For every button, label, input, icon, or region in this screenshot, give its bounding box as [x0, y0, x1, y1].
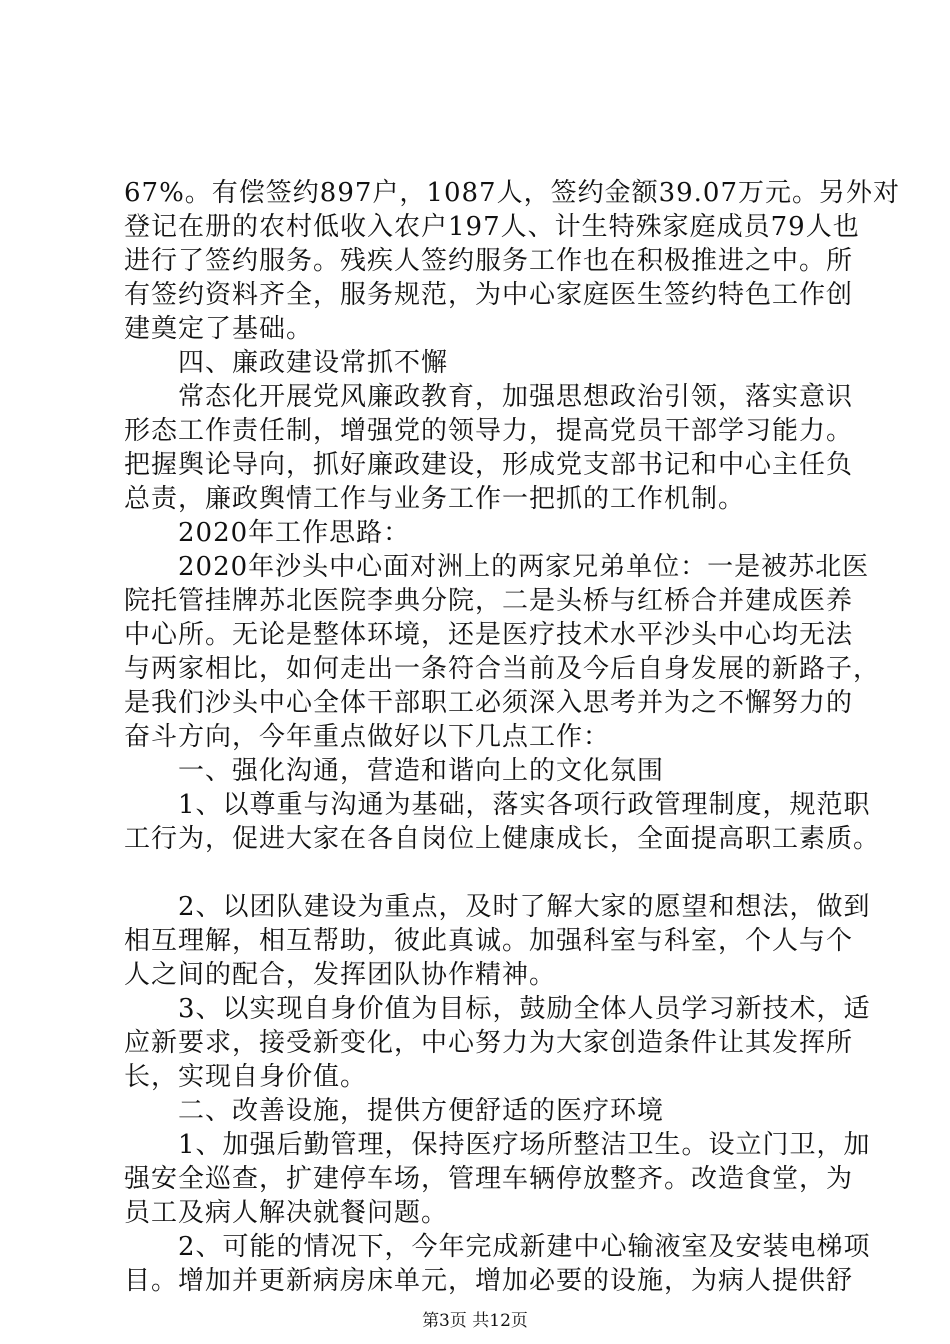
text-line: 工行为，促进大家在各自岗位上健康成长，全面提高职工素质。 — [124, 824, 881, 854]
text-line: 3、以实现自身价值为目标，鼓励全体人员学习新技术，适 — [178, 994, 871, 1024]
text-line: 相互理解，相互帮助，彼此真诚。加强科室与科室，个人与个 — [124, 926, 854, 956]
text-line: 院托管挂牌苏北医院李典分院，二是头桥与红桥合并建成医养 — [124, 586, 854, 616]
text-line: 常态化开展党风廉政教育，加强思想政治引领，落实意识 — [178, 382, 854, 412]
section-heading: 四、廉政建设常抓不懈 — [178, 348, 449, 378]
text-line: 中心所。无论是整体环境，还是医疗技术水平沙头中心均无法 — [124, 620, 854, 650]
text-line: 进行了签约服务。残疾人签约服务工作也在积极推进之中。所 — [124, 246, 854, 276]
text-line: 应新要求，接受新变化，中心努力为大家创造条件让其发挥所 — [124, 1028, 854, 1058]
text-line: 员工及病人解决就餐问题。 — [124, 1198, 449, 1228]
text-line: 目。增加并更新病房床单元，增加必要的设施，为病人提供舒 — [124, 1266, 854, 1296]
page-number-footer: 第3页 共12页 — [422, 1311, 528, 1331]
section-heading: 2020年工作思路： — [178, 518, 411, 548]
section-heading: 二、改善设施，提供方便舒适的医疗环境 — [178, 1096, 665, 1126]
text-line: 登记在册的农村低收入农户197人、计生特殊家庭成员79人也 — [124, 212, 860, 242]
text-line: 奋斗方向，今年重点做好以下几点工作： — [124, 722, 611, 752]
text-line: 长，实现自身价值。 — [124, 1062, 368, 1092]
text-line: 是我们沙头中心全体干部职工必须深入思考并为之不懈努力的 — [124, 688, 854, 718]
text-line: 总责，廉政舆情工作与业务工作一把抓的工作机制。 — [124, 484, 746, 514]
text-line: 2020年沙头中心面对洲上的两家兄弟单位：一是被苏北医 — [178, 552, 870, 582]
text-line: 把握舆论导向，抓好廉政建设，形成党支部书记和中心主任负 — [124, 450, 854, 480]
text-line: 建奠定了基础。 — [124, 314, 314, 344]
text-line: 1、以尊重与沟通为基础，落实各项行政管理制度，规范职 — [178, 790, 871, 820]
text-line: 2、可能的情况下，今年完成新建中心输液室及安装电梯项 — [178, 1232, 871, 1262]
section-heading: 一、强化沟通，营造和谐向上的文化氛围 — [178, 756, 665, 786]
text-line: 有签约资料齐全，服务规范，为中心家庭医生签约特色工作创 — [124, 280, 854, 310]
text-line: 与两家相比，如何走出一条符合当前及今后自身发展的新路子， — [124, 654, 881, 684]
text-line: 67%。有偿签约897户，1087人，签约金额39.07万元。另外对 — [124, 178, 901, 208]
text-line: 人之间的配合，发挥团队协作精神。 — [124, 960, 557, 990]
text-line: 形态工作责任制，增强党的领导力，提高党员干部学习能力。 — [124, 416, 854, 446]
text-line: 强安全巡查，扩建停车场，管理车辆停放整齐。改造食堂，为 — [124, 1164, 854, 1194]
text-line: 2、以团队建设为重点，及时了解大家的愿望和想法，做到 — [178, 892, 871, 922]
text-line: 1、加强后勤管理，保持医疗场所整洁卫生。设立门卫，加 — [178, 1130, 871, 1160]
